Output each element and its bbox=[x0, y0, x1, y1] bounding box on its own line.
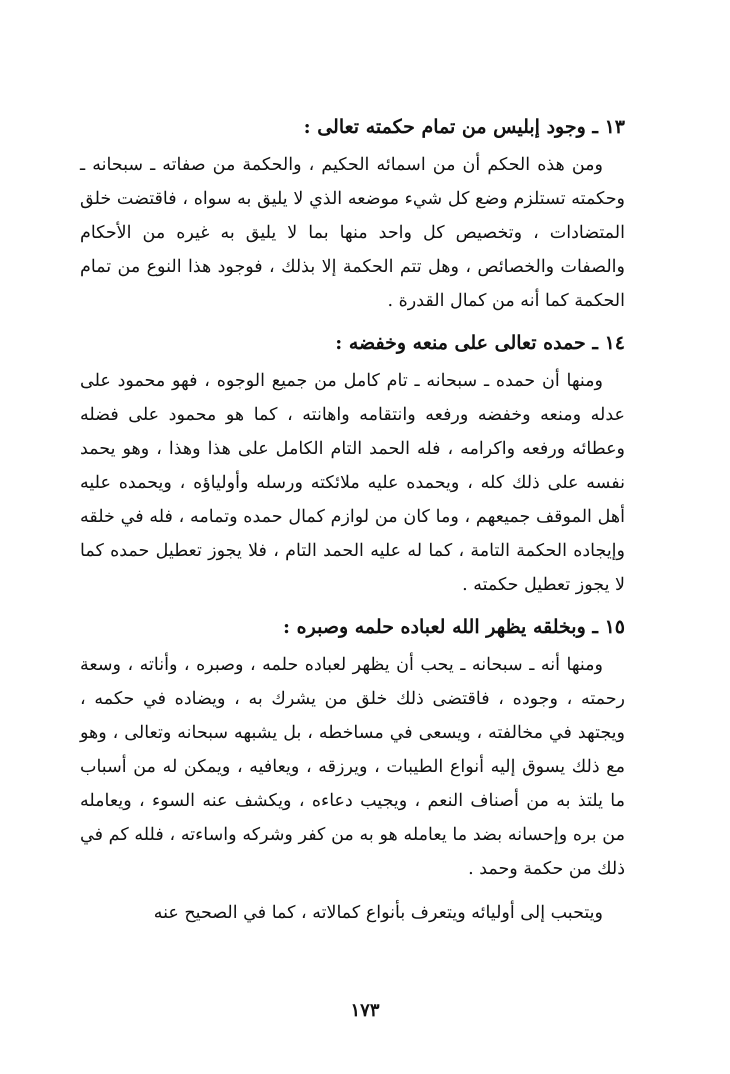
page-number: ١٧٣ bbox=[350, 1000, 380, 1021]
section-heading-14: ١٤ ـ حمده تعالى على منعه وخفضه : bbox=[335, 332, 625, 354]
body-text bbox=[80, 112, 625, 940]
section-heading-15: ١٥ ـ وبخلقه يظهر الله لعباده حلمه وصبره : bbox=[283, 616, 625, 638]
section-paragraph-14: ومنها أن حمده ـ سبحانه ـ تام كامل من جميع الوجوه ، فهو محمود على عدله ومنعه وخفضه ورفعه وانتقامه واهانته ، كما هو محمود على فضله وعطائه ورفعه واكرامه ، فله الحمد التام الكامل على هذا وهذا ، وهو يحمد نفسه على ذلك كله ، ويحمده عليه ملائكته ورسله وأولياؤه ، ويحمده عليه أهل الموقف جميعهم ، وما كان من لوازم كمال حمده وتمامه ، فله في خلقه وإيجاده الحكمة التامة ، كما له عليه الحمد التام ، فلا يجوز تعطيل حمده كما لا يجوز تعطيل حكمته . bbox=[80, 371, 625, 595]
section-paragraph-15: ومنها أنه ـ سبحانه ـ يحب أن يظهر لعباده حلمه ، وصبره ، وأناته ، وسعة رحمته ، وجوده ، فاقتضى ذلك خلق من يشرك به ، ويضاده في حكمه ، ويجتهد في مخالفته ، ويسعى في مساخطه ، بل يشبهه سبحانه وتعالى ، وهو مع ذلك يسوق إليه أنواع الطيبات ، ويرزقه ، ويعافيه ، ويمكن له من أسباب ما يلتذ به من أصناف النعم ، ويجيب دعاءه ، ويكشف عنه السوء ، ويعامله من بره وإحسانه بضد ما يعامله هو به من كفر وشركه واساءته ، فلله كم في ذلك من حكمة وحمد . bbox=[80, 655, 625, 879]
continuation-paragraph: ويتحبب إلى أوليائه ويتعرف بأنواع كمالاته ، كما في الصحيح عنه bbox=[153, 903, 603, 923]
section-paragraph-13: ومن هذه الحكم أن من اسمائه الحكيم ، والحكمة من صفاته ـ سبحانه ـ وحكمته تستلزم وضع كل شيء موضعه الذي لا يليق به سواه ، فاقتضت خلق المتضادات ، وتخصيص كل واحد منها بما لا يليق به غيره من الأحكام والصفات والخصائص ، وهل تتم الحكمة إلا بذلك ، فوجود هذا النوع من تمام الحكمة كما أنه من كمال القدرة . bbox=[80, 155, 625, 311]
section-heading-13: ١٣ ـ وجود إبليس من تمام حكمته تعالى : bbox=[303, 116, 625, 138]
